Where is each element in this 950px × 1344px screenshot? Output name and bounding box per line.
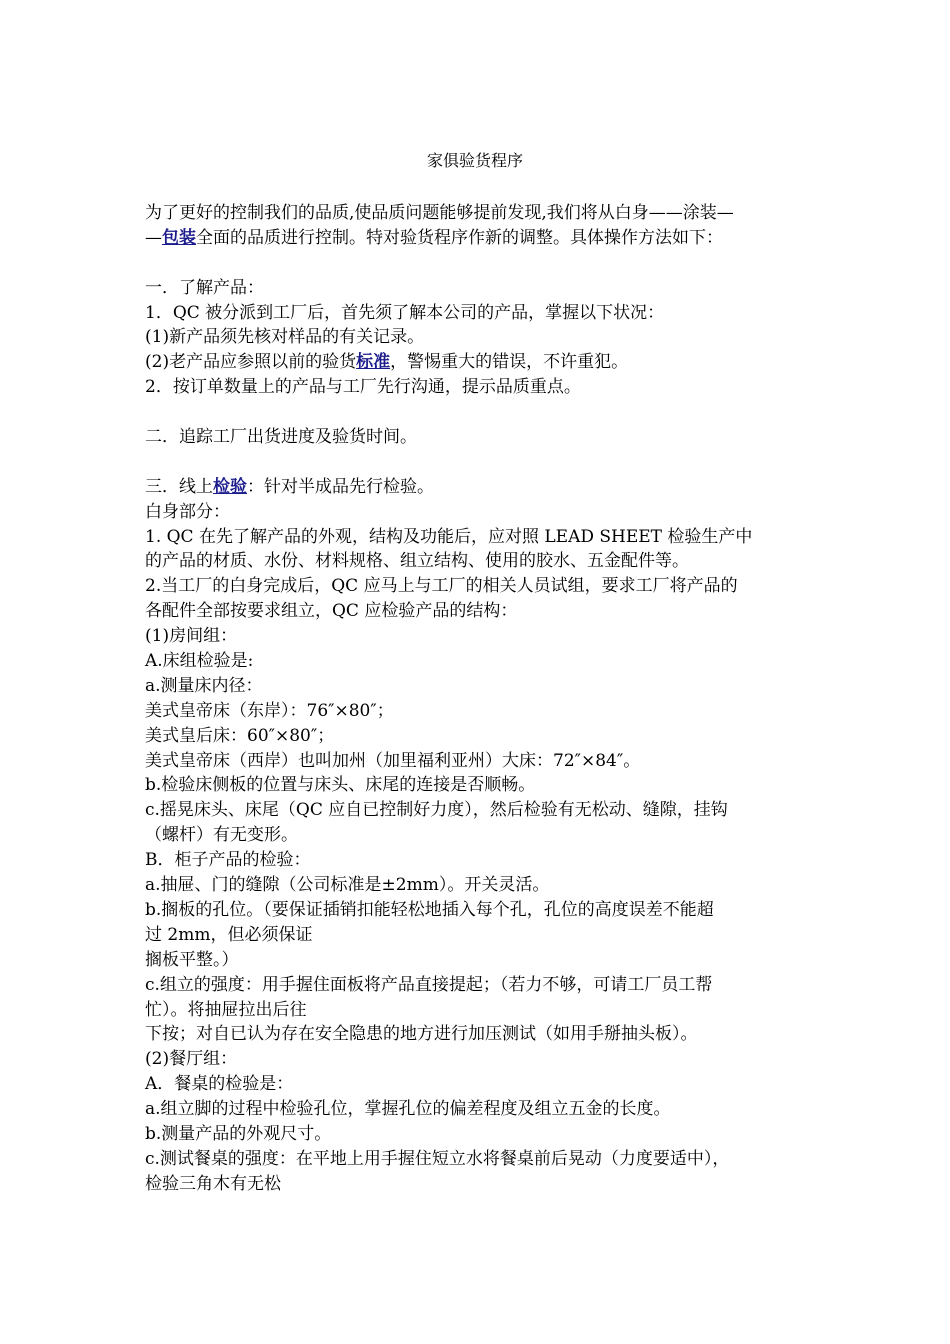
bed-item-c-line-1: c.摇晃床头、床尾（QC 应自已控制好力度），然后检验有无松动、缝隙，挂钩 [145, 800, 728, 821]
document-title: 家俱验货程序 [426, 151, 523, 170]
dining-group-heading: (2)餐厅组： [145, 1049, 238, 1070]
bed-size-2: 美式皇后床：60″×80″； [145, 725, 335, 746]
cabinet-item-a: a.抽屉、门的缝隙（公司标准是±2mm）。开关灵活。 [145, 875, 550, 896]
cabinet-item-b-line-3: 搁板平整。） [145, 949, 239, 970]
standard-link[interactable]: 标准 [356, 352, 391, 373]
cabinet-item-c-line-3: 下按；对自已认为存在安全隐患的地方进行加压测试（如用手掰抽头板）。 [145, 1024, 698, 1045]
bed-heading: A.床组检验是: [145, 651, 254, 672]
paragraph-2-line-1: 2.当工厂的白身完成后，QC 应马上与工厂的相关人员试组，要求工厂将产品的 [145, 576, 738, 597]
white-body-label: 白身部分： [145, 501, 230, 522]
bed-item-b: b.检验床侧板的位置与床头、床尾的连接是否顺畅。 [145, 775, 536, 796]
bed-size-1: 美式皇帝床（东岸）：76″×80″； [145, 700, 394, 721]
section-1-item-1: 1．QC 被分派到工厂后，首先须了解本公司的产品，掌握以下状况： [145, 302, 665, 323]
cabinet-item-c-line-1: c.组立的强度：用手握住面板将产品直接提起；（若力不够，可请工厂员工帮 [145, 974, 713, 995]
section-1-sub-1: (1)新产品须先核对样品的有关记录。 [145, 327, 425, 348]
intro-line-1: 为了更好的控制我们的品质,使品质问题能够提前发现,我们将从白身——涂装— [145, 203, 734, 223]
intro-line-2-text: 全面的品质进行控制。特对验货程序作新的调整。具体操作方法如下： [196, 227, 723, 248]
bed-size-3: 美式皇帝床（西岸）也叫加州（加里福利亚州）大床：72″×84″。 [145, 750, 641, 771]
section-2-heading: 二．追踪工厂出货进度及验货时间。 [145, 427, 417, 448]
room-group-heading: (1)房间组： [145, 626, 238, 647]
section-3-heading [145, 475, 810, 500]
section-1-heading: 一．了解产品： [145, 277, 264, 298]
cabinet-item-b-line-1: b.搁板的孔位。（要保证插销扣能轻松地插入每个孔，孔位的高度误差不能超 [145, 899, 714, 920]
bed-item-c-line-2: （螺杆）有无变形。 [145, 825, 298, 846]
intro-dash: — [145, 227, 162, 248]
table-item-b: b.测量产品的外观尺寸。 [145, 1123, 332, 1144]
table-item-c-line-1: c.测试餐桌的强度：在平地上用手握住短立水将餐桌前后晃动（力度要适中）， [145, 1148, 730, 1169]
bed-item-a: a.测量床内径： [145, 675, 263, 696]
intro-line-2 [145, 226, 810, 251]
packaging-link[interactable]: 包装 [162, 227, 196, 248]
blank-line [145, 251, 810, 276]
paragraph-2-line-2: 各配件全部按要求组立，QC 应检验产品的结构： [145, 601, 518, 622]
blank-line [145, 400, 810, 425]
table-item-c-line-2: 检验三角木有无松 [145, 1173, 281, 1194]
section-1-sub-2-post: ，警惕重大的错误，不许重犯。 [390, 352, 629, 373]
section-1-sub-2 [145, 350, 810, 375]
cabinet-item-b-line-2: 过 2mm，但必须保证 [145, 924, 313, 945]
section-3-heading-post: ：针对半成品先行检验。 [247, 476, 434, 497]
paragraph-1-line-2: 的产品的材质、水份、材料规格、组立结构、使用的胶水、五金配件等。 [145, 551, 689, 572]
inspection-link[interactable]: 检验 [213, 476, 247, 497]
section-3-heading-pre: 三．线上 [145, 476, 213, 497]
paragraph-1-line-1: 1. QC 在先了解产品的外观，结构及功能后，应对照 LEAD SHEET 检验生产中 [145, 526, 753, 547]
table-item-a: a.组立脚的过程中检验孔位，掌握孔位的偏差程度及组立五金的长度。 [145, 1099, 671, 1120]
table-heading: A．餐桌的检验是： [145, 1074, 294, 1095]
cabinet-item-c-line-2: 忙）。将抽屉拉出后往 [145, 999, 307, 1020]
section-1-sub-2-pre: (2)老产品应参照以前的验货 [145, 352, 357, 373]
section-1-item-2: 2．按订单数量上的产品与工厂先行沟通，提示品质重点。 [145, 377, 581, 398]
document-body [145, 201, 810, 1197]
blank-line [145, 450, 810, 475]
cabinet-heading: B．柜子产品的检验： [145, 850, 311, 871]
